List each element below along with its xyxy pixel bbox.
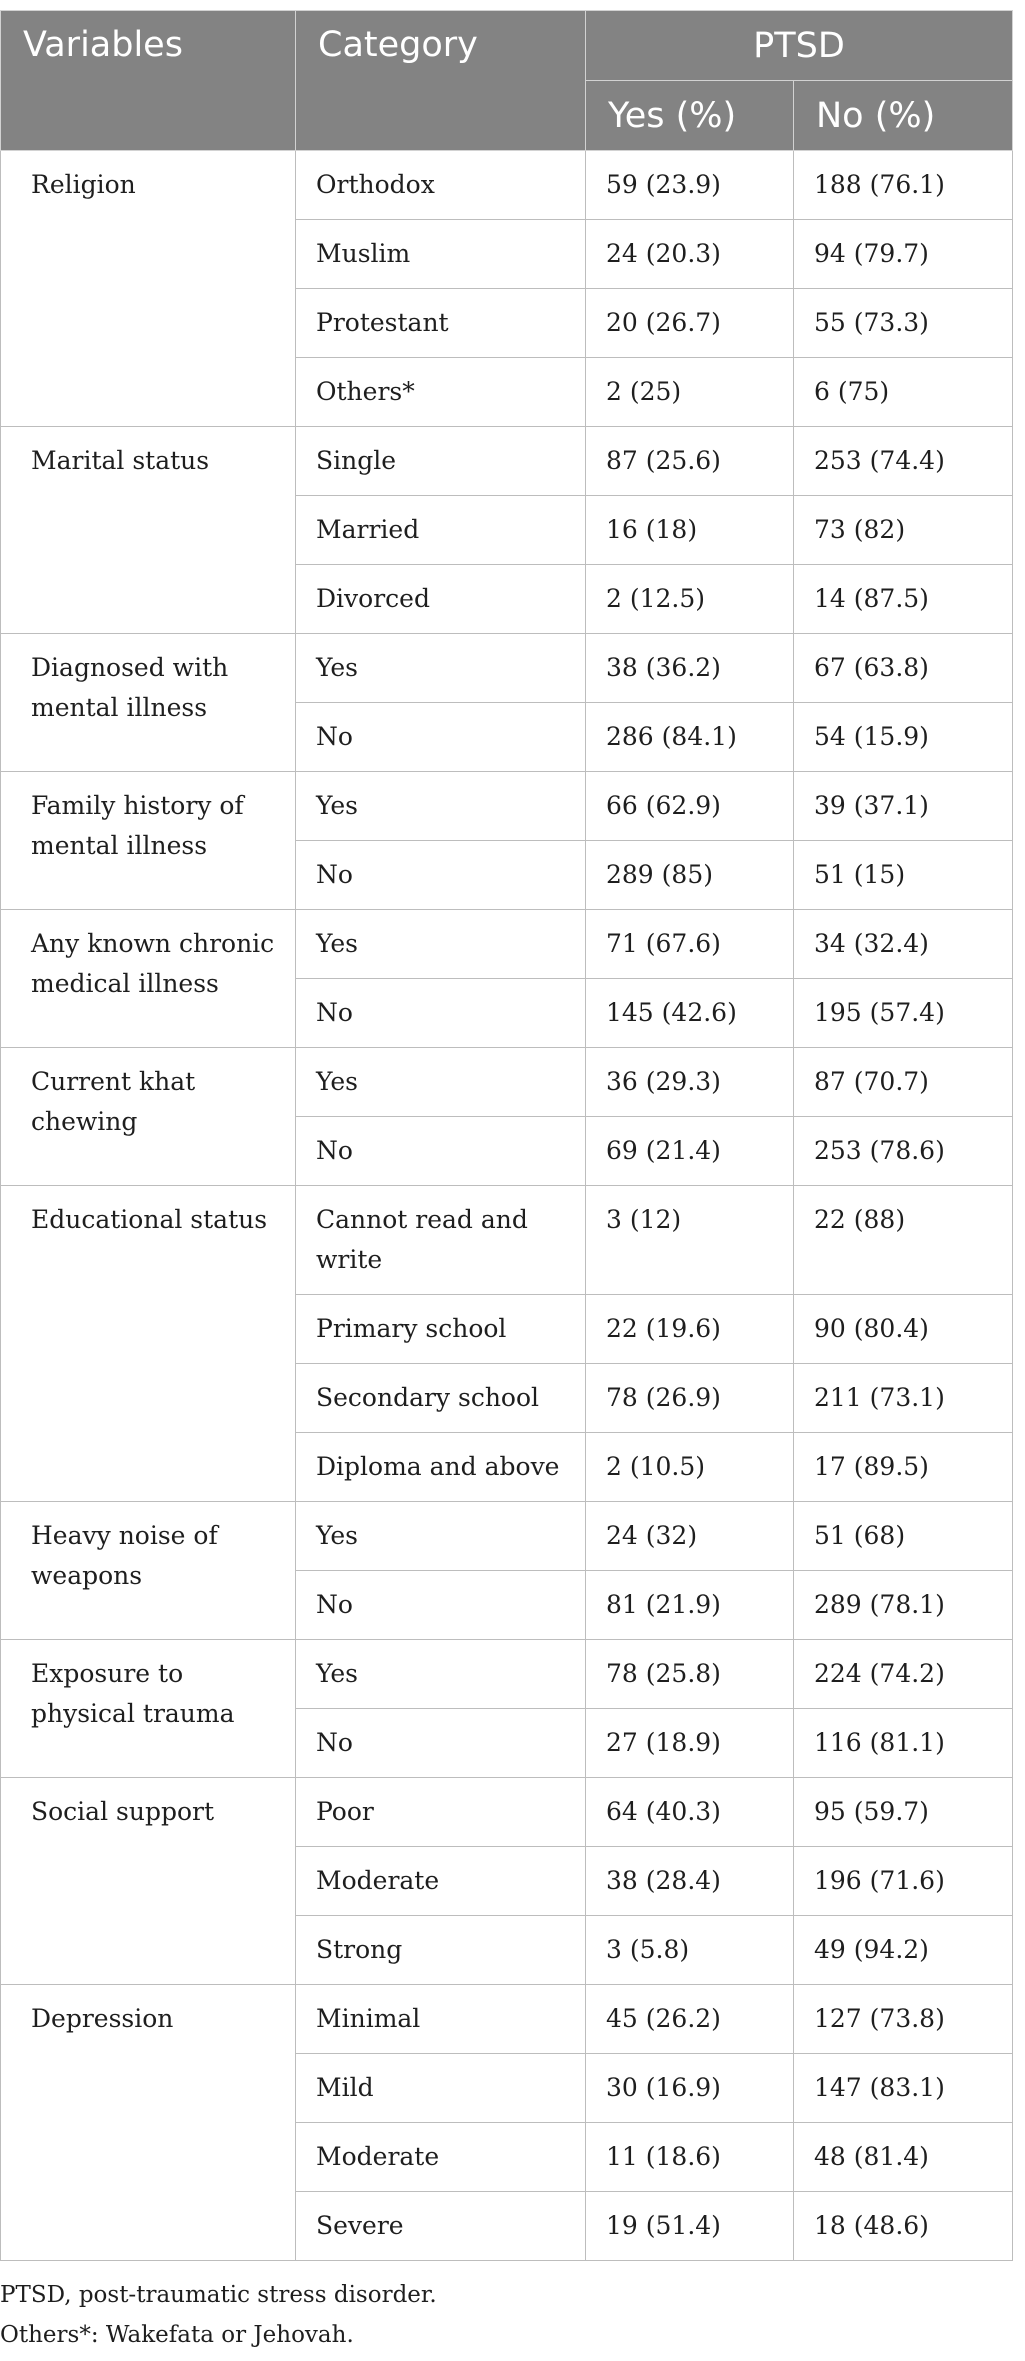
table-row <box>1 427 1013 496</box>
ptsd-no-cell: 253 (78.6) <box>794 1117 1013 1186</box>
ptsd-no-cell: 127 (73.8) <box>794 1985 1013 2054</box>
header-category: Category <box>296 11 586 151</box>
ptsd-no-cell: 34 (32.4) <box>794 910 1013 979</box>
category-cell: Moderate <box>296 1847 586 1916</box>
ptsd-yes-cell: 78 (26.9) <box>586 1364 794 1433</box>
category-cell: Orthodox <box>296 151 586 220</box>
ptsd-table <box>0 10 1013 2261</box>
ptsd-yes-cell: 64 (40.3) <box>586 1778 794 1847</box>
category-cell: No <box>296 703 586 772</box>
category-cell: No <box>296 979 586 1048</box>
ptsd-no-cell: 18 (48.6) <box>794 2192 1013 2261</box>
ptsd-no-cell: 195 (57.4) <box>794 979 1013 1048</box>
table-row <box>1 1640 1013 1709</box>
footnote-others: Others*: Wakefata or Jehovah. <box>0 2322 354 2348</box>
ptsd-no-cell: 39 (37.1) <box>794 772 1013 841</box>
ptsd-no-cell: 253 (74.4) <box>794 427 1013 496</box>
ptsd-yes-cell: 69 (21.4) <box>586 1117 794 1186</box>
category-cell: Secondary school <box>296 1364 586 1433</box>
category-cell: No <box>296 1571 586 1640</box>
ptsd-yes-cell: 27 (18.9) <box>586 1709 794 1778</box>
ptsd-yes-cell: 286 (84.1) <box>586 703 794 772</box>
table-row <box>1 772 1013 841</box>
table-row <box>1 1186 1013 1295</box>
ptsd-no-cell: 55 (73.3) <box>794 289 1013 358</box>
category-cell: Yes <box>296 772 586 841</box>
ptsd-no-cell: 224 (74.2) <box>794 1640 1013 1709</box>
ptsd-no-cell: 14 (87.5) <box>794 565 1013 634</box>
category-cell: Yes <box>296 1640 586 1709</box>
category-cell: Yes <box>296 1502 586 1571</box>
ptsd-yes-cell: 3 (12) <box>586 1186 794 1295</box>
category-cell: Diploma and above <box>296 1433 586 1502</box>
table-row <box>1 910 1013 979</box>
variable-cell: Social support <box>1 1778 296 1985</box>
ptsd-yes-cell: 16 (18) <box>586 496 794 565</box>
ptsd-yes-cell: 66 (62.9) <box>586 772 794 841</box>
category-cell: Mild <box>296 2054 586 2123</box>
ptsd-no-cell: 94 (79.7) <box>794 220 1013 289</box>
ptsd-yes-cell: 38 (36.2) <box>586 634 794 703</box>
ptsd-yes-cell: 2 (25) <box>586 358 794 427</box>
variable-cell: Any known chronic medical illness <box>1 910 296 1048</box>
ptsd-no-cell: 95 (59.7) <box>794 1778 1013 1847</box>
category-cell: Minimal <box>296 1985 586 2054</box>
ptsd-yes-cell: 24 (20.3) <box>586 220 794 289</box>
header-yes: Yes (%) <box>586 81 794 151</box>
ptsd-no-cell: 22 (88) <box>794 1186 1013 1295</box>
ptsd-yes-cell: 3 (5.8) <box>586 1916 794 1985</box>
category-cell: Moderate <box>296 2123 586 2192</box>
variable-cell: Heavy noise of weapons <box>1 1502 296 1640</box>
table-body <box>1 151 1013 2261</box>
ptsd-no-cell: 6 (75) <box>794 358 1013 427</box>
ptsd-no-cell: 289 (78.1) <box>794 1571 1013 1640</box>
category-cell: Strong <box>296 1916 586 1985</box>
ptsd-yes-cell: 11 (18.6) <box>586 2123 794 2192</box>
table-header <box>1 11 1013 151</box>
category-cell: Poor <box>296 1778 586 1847</box>
ptsd-yes-cell: 24 (32) <box>586 1502 794 1571</box>
category-cell: Single <box>296 427 586 496</box>
ptsd-no-cell: 54 (15.9) <box>794 703 1013 772</box>
ptsd-yes-cell: 30 (16.9) <box>586 2054 794 2123</box>
footnote-abbreviation: PTSD, post-traumatic stress disorder. <box>0 2282 437 2308</box>
category-cell: Protestant <box>296 289 586 358</box>
ptsd-no-cell: 87 (70.7) <box>794 1048 1013 1117</box>
category-cell: Others* <box>296 358 586 427</box>
ptsd-no-cell: 90 (80.4) <box>794 1295 1013 1364</box>
ptsd-no-cell: 116 (81.1) <box>794 1709 1013 1778</box>
ptsd-no-cell: 17 (89.5) <box>794 1433 1013 1502</box>
header-no: No (%) <box>794 81 1013 151</box>
variable-cell: Current khat chewing <box>1 1048 296 1186</box>
variable-cell: Depression <box>1 1985 296 2261</box>
ptsd-no-cell: 49 (94.2) <box>794 1916 1013 1985</box>
ptsd-yes-cell: 71 (67.6) <box>586 910 794 979</box>
category-cell: Divorced <box>296 565 586 634</box>
category-cell: No <box>296 1117 586 1186</box>
ptsd-yes-cell: 19 (51.4) <box>586 2192 794 2261</box>
header-variables: Variables <box>1 11 296 151</box>
ptsd-no-cell: 73 (82) <box>794 496 1013 565</box>
table-row <box>1 1502 1013 1571</box>
ptsd-no-cell: 196 (71.6) <box>794 1847 1013 1916</box>
table-row <box>1 1048 1013 1117</box>
ptsd-yes-cell: 45 (26.2) <box>586 1985 794 2054</box>
table-row <box>1 1985 1013 2054</box>
ptsd-no-cell: 67 (63.8) <box>794 634 1013 703</box>
variable-cell: Diagnosed with mental illness <box>1 634 296 772</box>
ptsd-yes-cell: 20 (26.7) <box>586 289 794 358</box>
ptsd-no-cell: 48 (81.4) <box>794 2123 1013 2192</box>
ptsd-yes-cell: 87 (25.6) <box>586 427 794 496</box>
header-ptsd: PTSD <box>586 11 1013 81</box>
variable-cell: Educational status <box>1 1186 296 1502</box>
table-row <box>1 1778 1013 1847</box>
ptsd-yes-cell: 36 (29.3) <box>586 1048 794 1117</box>
table-row <box>1 634 1013 703</box>
ptsd-no-cell: 211 (73.1) <box>794 1364 1013 1433</box>
ptsd-no-cell: 51 (68) <box>794 1502 1013 1571</box>
variable-cell: Marital status <box>1 427 296 634</box>
ptsd-no-cell: 188 (76.1) <box>794 151 1013 220</box>
variable-cell: Family history of mental illness <box>1 772 296 910</box>
category-cell: Severe <box>296 2192 586 2261</box>
table-row <box>1 151 1013 220</box>
category-cell: Cannot read and write <box>296 1186 586 1295</box>
category-cell: Married <box>296 496 586 565</box>
category-cell: No <box>296 1709 586 1778</box>
ptsd-yes-cell: 2 (10.5) <box>586 1433 794 1502</box>
ptsd-yes-cell: 289 (85) <box>586 841 794 910</box>
ptsd-yes-cell: 78 (25.8) <box>586 1640 794 1709</box>
ptsd-no-cell: 51 (15) <box>794 841 1013 910</box>
category-cell: Primary school <box>296 1295 586 1364</box>
category-cell: Yes <box>296 1048 586 1117</box>
ptsd-yes-cell: 22 (19.6) <box>586 1295 794 1364</box>
ptsd-yes-cell: 59 (23.9) <box>586 151 794 220</box>
category-cell: Muslim <box>296 220 586 289</box>
footnotes <box>0 2275 1012 2355</box>
ptsd-no-cell: 147 (83.1) <box>794 2054 1013 2123</box>
ptsd-yes-cell: 38 (28.4) <box>586 1847 794 1916</box>
category-cell: Yes <box>296 634 586 703</box>
category-cell: Yes <box>296 910 586 979</box>
ptsd-yes-cell: 145 (42.6) <box>586 979 794 1048</box>
category-cell: No <box>296 841 586 910</box>
ptsd-yes-cell: 2 (12.5) <box>586 565 794 634</box>
variable-cell: Exposure to physical trauma <box>1 1640 296 1778</box>
variable-cell: Religion <box>1 151 296 427</box>
ptsd-yes-cell: 81 (21.9) <box>586 1571 794 1640</box>
